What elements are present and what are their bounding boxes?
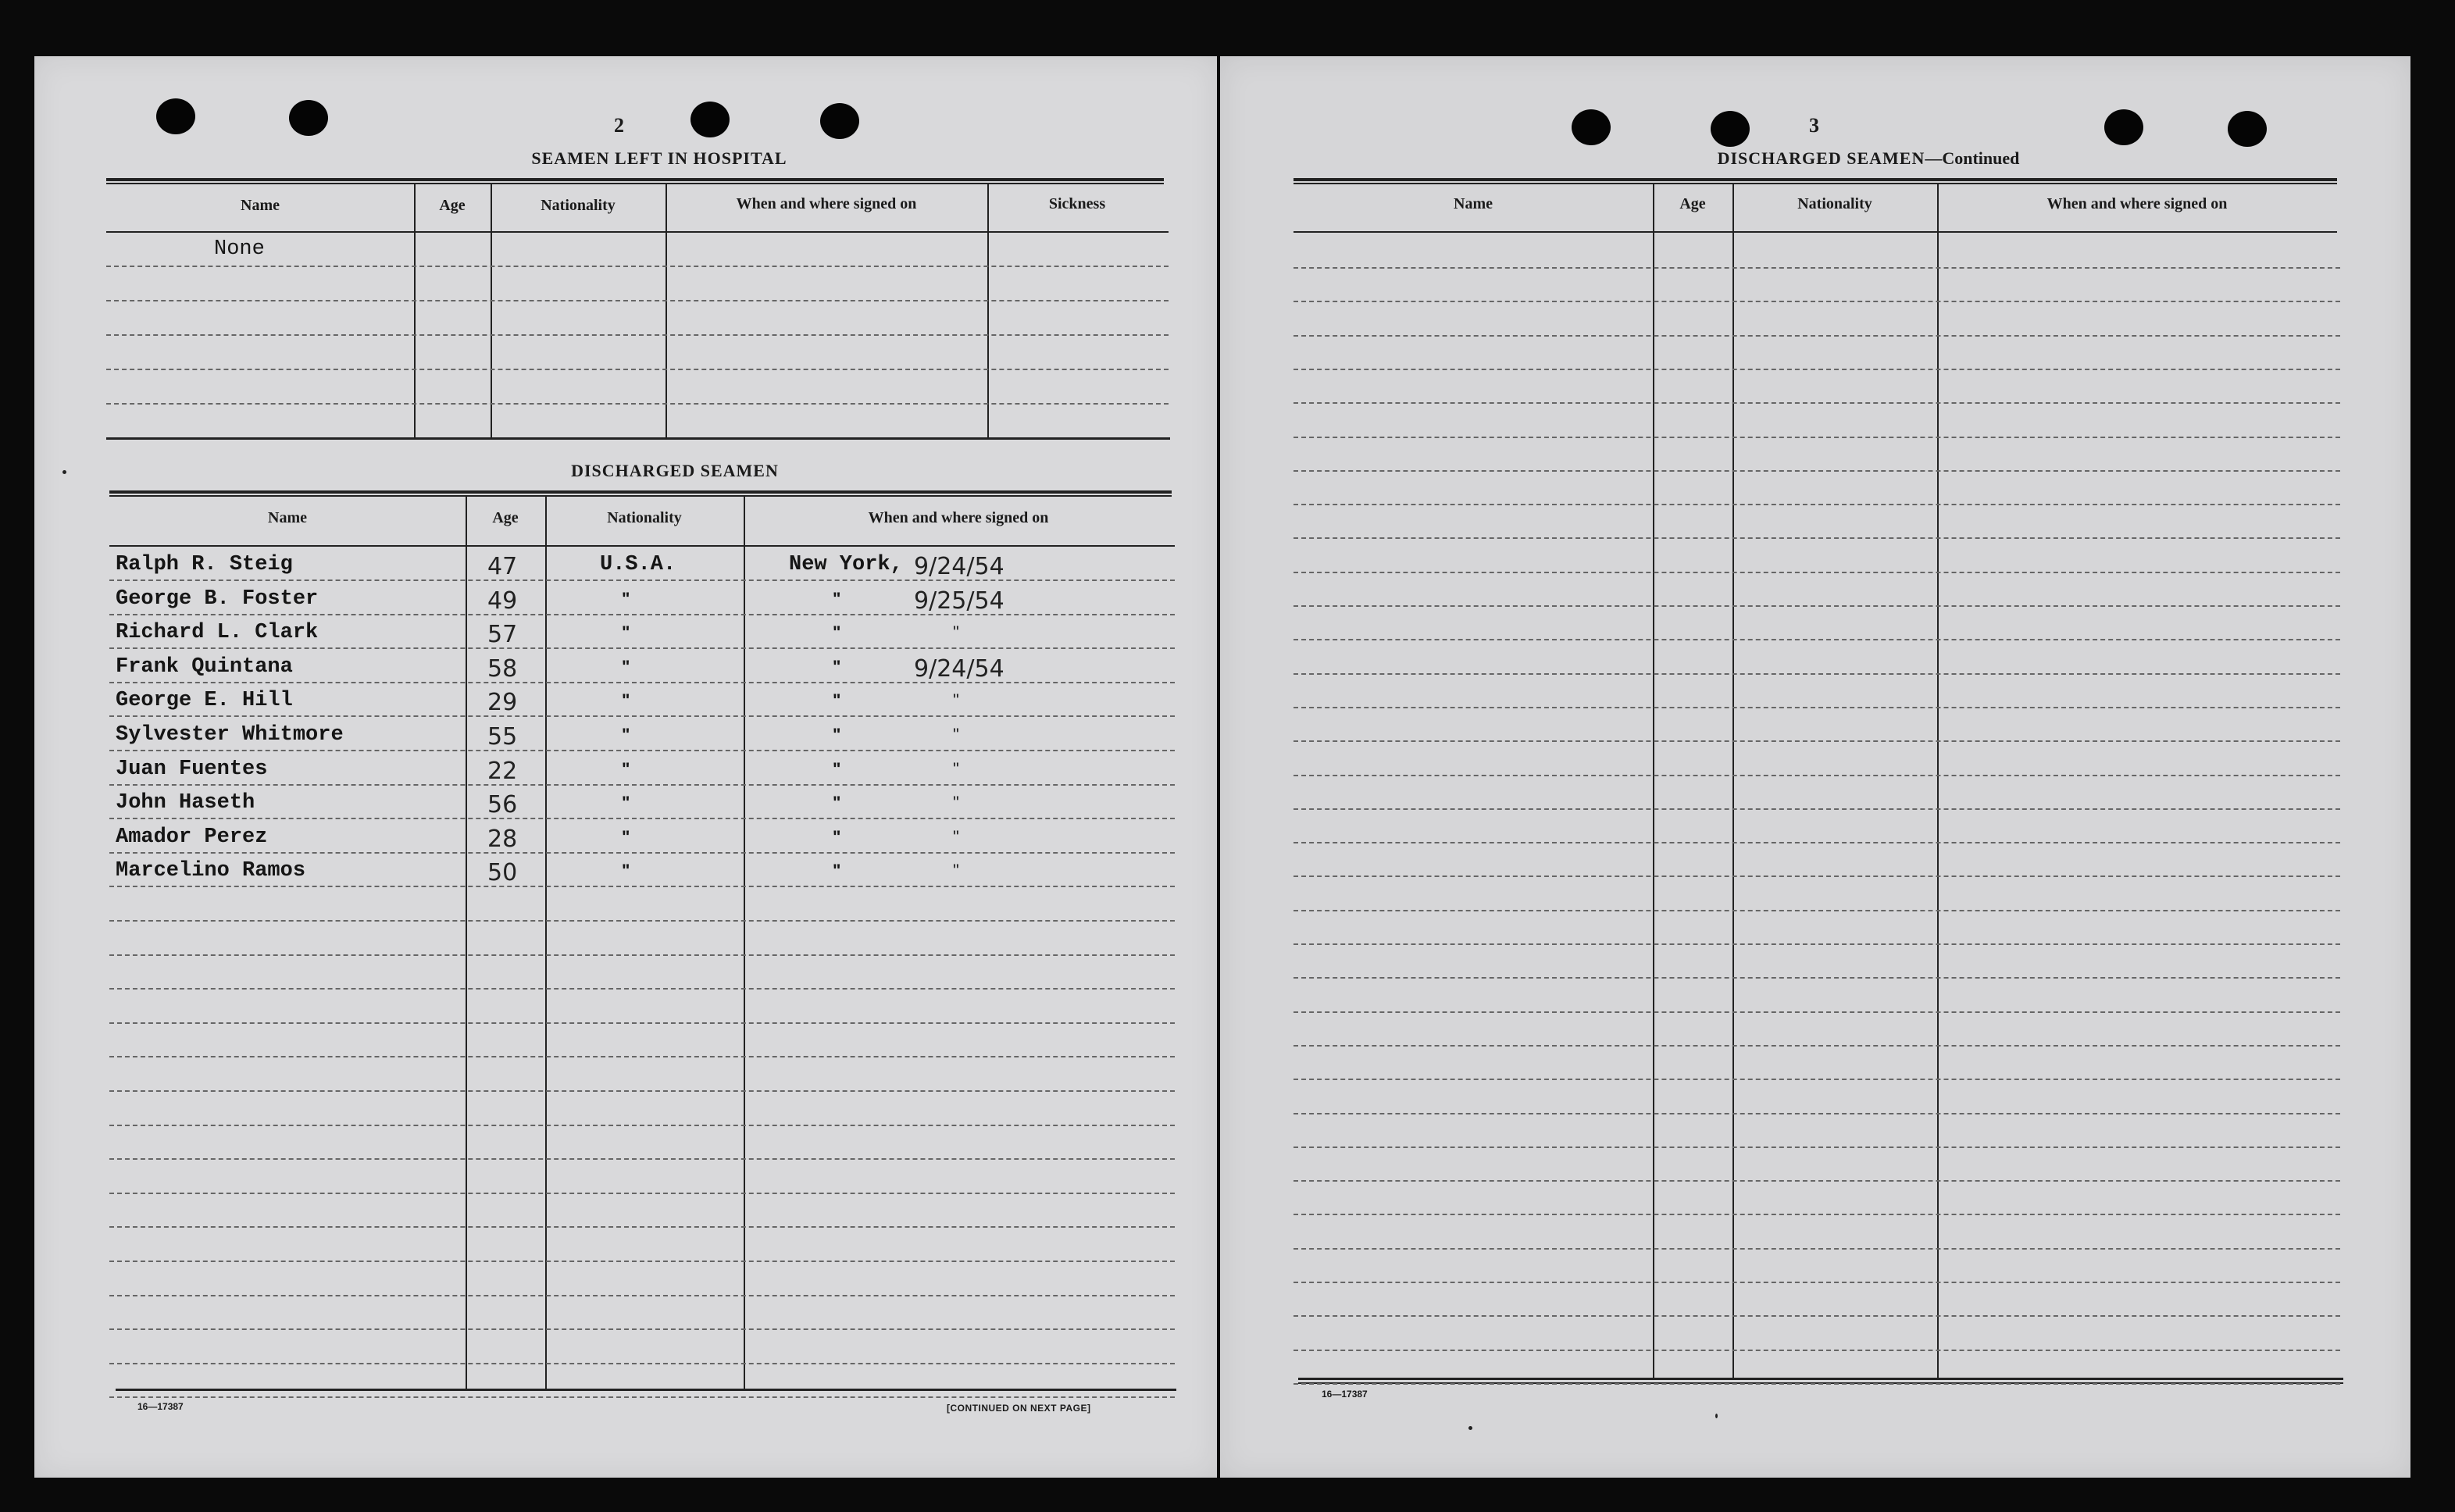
row-line: [109, 920, 1175, 922]
row-line: [109, 818, 1175, 819]
right-section-title: [1595, 148, 2142, 169]
row-line: [106, 266, 1169, 267]
row-name: George E. Hill: [116, 689, 293, 713]
row-line: [1294, 1214, 2340, 1215]
row-place: ": [833, 622, 841, 643]
row-nationality: ": [622, 793, 630, 813]
row-line: [1294, 775, 2340, 776]
page-number: 3: [1809, 114, 1819, 137]
column-divider: [987, 184, 989, 437]
row-line: [109, 715, 1175, 717]
table-rule: [109, 490, 1172, 494]
column-divider: [466, 497, 467, 1389]
row-line: [1294, 504, 2340, 505]
row-line: [1294, 402, 2340, 404]
row-line: [109, 614, 1175, 615]
row-line: [1294, 1248, 2340, 1250]
row-line: [1294, 1146, 2340, 1148]
row-line: [1294, 808, 2340, 810]
punch-hole: [2104, 109, 2143, 145]
row-date: 9/25/54: [914, 587, 1004, 615]
row-line: [1294, 369, 2340, 370]
row-place: ": [833, 861, 841, 881]
row-date: ": [953, 622, 959, 643]
punch-hole: [1572, 109, 1611, 145]
row-line: [109, 886, 1175, 887]
column-divider: [1937, 184, 1939, 1379]
row-nationality: ": [622, 588, 630, 608]
column-divider: [665, 184, 667, 437]
col-header-name: Name: [241, 197, 280, 214]
speck: [1468, 1426, 1472, 1430]
row-line: [109, 784, 1175, 786]
row-line: [1294, 1315, 2340, 1317]
row-age: 22: [487, 757, 518, 785]
row-line: [1294, 842, 2340, 843]
row-line: [109, 1125, 1175, 1126]
row-nationality: U.S.A.: [600, 553, 676, 576]
col-header-signed-on: When and where signed on: [736, 195, 917, 212]
row-name: George B. Foster: [116, 587, 319, 611]
row-line: [106, 300, 1169, 301]
row-age: 56: [487, 791, 518, 819]
row-age: 49: [487, 587, 518, 615]
column-divider: [1732, 184, 1734, 1379]
row-line: [1294, 673, 2340, 675]
row-line: [109, 1022, 1175, 1024]
row-age: 58: [487, 654, 518, 683]
row-line: [1294, 1045, 2340, 1047]
row-line: [109, 1193, 1175, 1194]
table-rule: [1298, 1378, 2343, 1380]
row-place: ": [833, 690, 841, 711]
table-rule: [109, 545, 1175, 547]
column-divider: [1653, 184, 1654, 1379]
row-age: 57: [487, 621, 518, 649]
row-line: [106, 334, 1169, 336]
row-place: ": [833, 656, 841, 676]
hospital-section-title: SEAMEN LEFT IN HOSPITAL: [531, 148, 787, 168]
row-line: [109, 1090, 1175, 1092]
col-header-age: Age: [492, 509, 519, 526]
col-header-nationality: Nationality: [541, 197, 616, 214]
row-line: [109, 852, 1175, 854]
row-date: ": [953, 826, 959, 847]
table-rule: [106, 231, 1169, 233]
row-date: ": [953, 793, 959, 813]
row-line: [1294, 1383, 2340, 1385]
column-divider: [414, 184, 416, 437]
row-nationality: ": [622, 690, 630, 711]
row-place: ": [833, 725, 841, 744]
row-line: [1294, 1079, 2340, 1080]
row-line: [1294, 910, 2340, 911]
row-date: ": [953, 690, 959, 711]
page-number: 2: [614, 114, 624, 137]
col-header-signed-on: When and where signed on: [868, 509, 1049, 526]
row-line: [1294, 572, 2340, 573]
row-name: Juan Fuentes: [116, 757, 268, 781]
table-rule: [1294, 231, 2337, 233]
row-line: [109, 1158, 1175, 1160]
row-line: [109, 1295, 1175, 1296]
punch-hole: [289, 100, 328, 136]
punch-hole: [2228, 111, 2267, 147]
col-header-name: Name: [1454, 195, 1493, 212]
hospital-entry-none: None: [214, 237, 265, 261]
row-nationality: ": [622, 861, 630, 881]
row-date: ": [953, 725, 959, 744]
row-line: [109, 1363, 1175, 1364]
col-header-sickness: Sickness: [1048, 195, 1106, 212]
row-nationality: ": [622, 656, 630, 676]
row-nationality: ": [622, 725, 630, 744]
row-line: [109, 579, 1175, 581]
row-line: [1294, 437, 2340, 438]
table-rule: [106, 183, 1164, 184]
row-age: 28: [487, 825, 518, 853]
row-line: [106, 403, 1169, 405]
speck: [62, 470, 66, 474]
row-line: [1294, 707, 2340, 708]
row-line: [109, 750, 1175, 751]
row-line: [1294, 740, 2340, 742]
punch-hole: [156, 98, 195, 134]
speck: [1715, 1414, 1718, 1418]
punch-hole: [690, 102, 730, 137]
row-line: [1294, 943, 2340, 945]
table-rule: [106, 178, 1164, 181]
row-place: ": [833, 826, 841, 847]
row-place: New York,: [789, 553, 903, 576]
row-line: [109, 1261, 1175, 1262]
column-divider: [545, 497, 547, 1389]
row-line: [1294, 875, 2340, 877]
row-name: Richard L. Clark: [116, 621, 319, 645]
row-line: [109, 1328, 1175, 1330]
table-rule: [109, 495, 1172, 497]
col-header-signed-on: When and where signed on: [2046, 195, 2228, 212]
row-line: [1294, 301, 2340, 302]
row-line: [1294, 1113, 2340, 1114]
row-line: [109, 988, 1175, 990]
row-line: [109, 1226, 1175, 1228]
title-main: DISCHARGED SEAMEN: [1717, 148, 1925, 168]
row-line: [1294, 537, 2340, 539]
row-nationality: ": [622, 758, 630, 779]
table-rule: [1294, 183, 2337, 184]
row-place: ": [833, 793, 841, 813]
row-line: [109, 1396, 1175, 1398]
row-place: ": [833, 758, 841, 779]
row-line: [1294, 267, 2340, 269]
col-header-age: Age: [439, 197, 466, 214]
row-place: ": [833, 588, 841, 608]
row-name: Marcelino Ramos: [116, 859, 306, 883]
punch-hole: [1711, 111, 1750, 147]
row-name: John Haseth: [116, 791, 255, 815]
row-line: [1294, 605, 2340, 607]
col-header-nationality: Nationality: [607, 509, 682, 526]
row-name: Ralph R. Steig: [116, 553, 293, 576]
form-number: 16—17387: [1322, 1389, 1368, 1400]
row-line: [109, 1056, 1175, 1057]
row-line: [1294, 1011, 2340, 1013]
row-date: ": [953, 861, 959, 881]
column-divider: [491, 184, 492, 437]
row-date: ": [953, 758, 959, 779]
row-date: 9/24/54: [914, 654, 1004, 683]
punch-hole: [820, 103, 859, 139]
row-line: [109, 954, 1175, 956]
row-line: [1294, 1282, 2340, 1283]
row-age: 47: [487, 553, 518, 580]
discharged-section-title: DISCHARGED SEAMEN: [571, 461, 779, 480]
row-line: [1294, 470, 2340, 472]
row-age: 29: [487, 689, 518, 717]
row-name: Frank Quintana: [116, 654, 293, 679]
row-name: Sylvester Whitmore: [116, 723, 344, 747]
row-line: [1294, 977, 2340, 979]
row-line: [109, 647, 1175, 649]
col-header-age: Age: [1679, 195, 1706, 212]
row-line: [1294, 1350, 2340, 1351]
row-nationality: ": [622, 622, 630, 643]
col-header-nationality: Nationality: [1797, 195, 1872, 212]
row-line: [1294, 1180, 2340, 1182]
row-name: Amador Perez: [116, 825, 268, 849]
row-line: [106, 369, 1169, 370]
row-age: 50: [487, 859, 518, 887]
continued-note: [CONTINUED ON NEXT PAGE]: [947, 1403, 1091, 1414]
col-header-name: Name: [268, 509, 307, 526]
title-suffix: —Continued: [1925, 148, 2020, 168]
table-rule: [116, 1389, 1176, 1391]
row-age: 55: [487, 723, 518, 751]
column-divider: [744, 497, 745, 1389]
left-page: [34, 56, 1217, 1478]
table-rule: [1294, 178, 2337, 181]
row-nationality: ": [622, 826, 630, 847]
row-date: 9/24/54: [914, 553, 1004, 580]
row-line: [109, 682, 1175, 683]
row-line: [1294, 639, 2340, 640]
table-rule: [106, 437, 1170, 440]
row-line: [1294, 335, 2340, 337]
form-number: 16—17387: [137, 1401, 184, 1412]
right-page: [1220, 56, 2410, 1478]
